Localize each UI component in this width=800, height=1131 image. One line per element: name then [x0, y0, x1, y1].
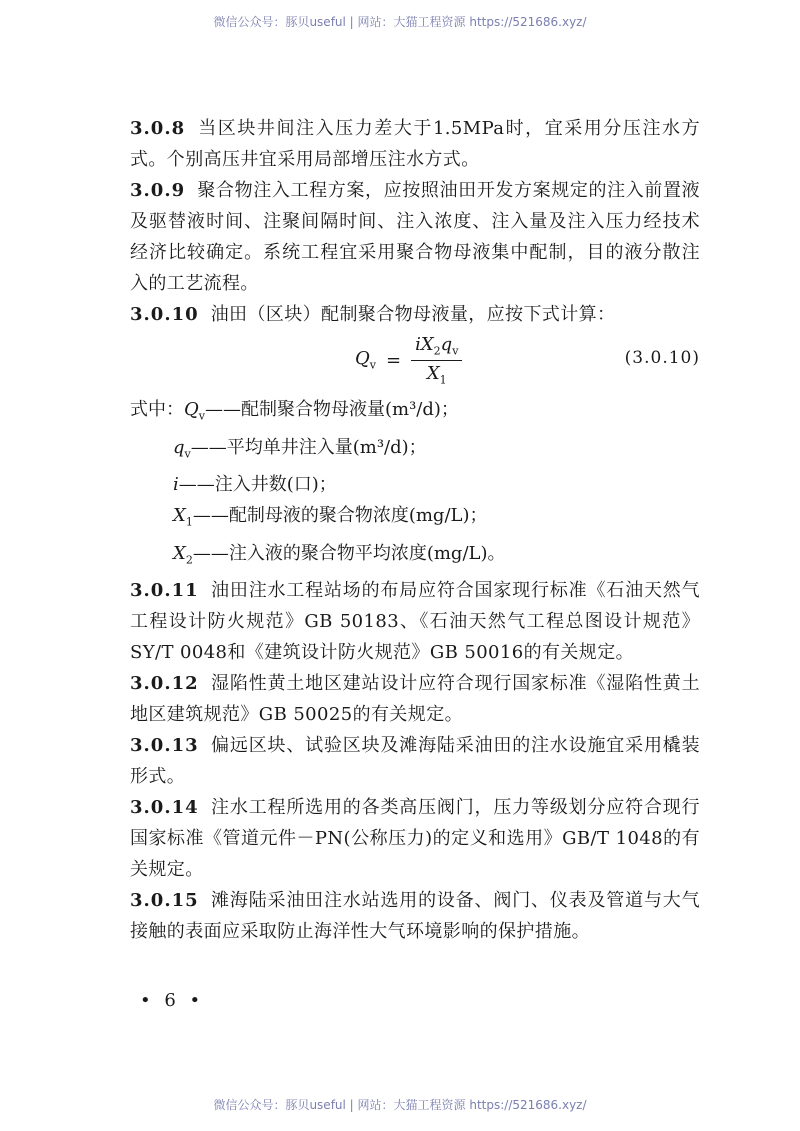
formula-definitions: [130, 394, 700, 575]
clause: [130, 575, 700, 668]
clause-number: 3.0.14: [130, 797, 199, 819]
formula-3-0-10: [130, 334, 700, 392]
clause-number: 3.0.10: [130, 304, 199, 325]
clause: [130, 175, 700, 299]
clause-text: 油田（区块）配制聚合物母液量，应按下式计算：: [210, 304, 616, 325]
definition-row: [173, 500, 700, 538]
equation-number: (3.0.10): [624, 348, 700, 368]
formula-denominator: $X_1$: [426, 362, 447, 387]
definition-row: [173, 469, 700, 500]
clause-number: 3.0.8: [130, 118, 186, 139]
definition-symbol: $X_1$: [173, 505, 193, 529]
clause: [130, 668, 700, 730]
definition-text: ——配制母液的聚合物浓度(mg/L)；: [192, 505, 488, 527]
definition-text: ——平均单井注入量(m³/d)；: [190, 436, 427, 458]
clause: [130, 792, 700, 885]
clause-text: 当区块井间注入压力差大于1.5MPa时，宜采用分压注水方式。个别高压井宜采用局部增压注水方式。: [130, 118, 700, 170]
definition-row: [130, 394, 700, 432]
definition-prefix: 式中：: [130, 399, 184, 420]
definition-symbol: $X_2$: [173, 542, 193, 567]
definition-symbol: $q_v$: [173, 436, 191, 461]
clause-text: 注水工程所选用的各类高压阀门，压力等级划分应符合现行国家标准《管道元件－PN(公称压力)的定义和选用》GB/T 1048的有关规定。: [130, 797, 700, 881]
clause: [130, 299, 700, 330]
definition-symbol: $Q_v$: [184, 399, 205, 423]
clause-number: 3.0.12: [130, 673, 199, 695]
watermark-bottom: 微信公众号：豚贝useful | 网站：大猫工程资源 https://521686.xyz/: [213, 1098, 587, 1112]
definition-symbol: i: [173, 474, 179, 496]
formula-expression: [355, 334, 462, 386]
clause-text: 湿陷性黄土地区建站设计应符合现行国家标准《湿陷性黄土地区建筑规范》GB 50025的有关规定。: [130, 673, 700, 726]
clause-text: 偏远区块、试验区块及滩海陆采油田的注水设施宜采用橇装形式。: [130, 735, 700, 788]
clause-number: 3.0.15: [130, 890, 199, 912]
formula-lhs: $Q_v$: [355, 348, 376, 372]
formula-fraction: [411, 334, 462, 386]
clause-number: 3.0.9: [130, 180, 186, 201]
clause-text: 滩海陆采油田注水站选用的设备、阀门、仪表及管道与大气接触的表面应采取防止海洋性大气环境影响的保护措施。: [130, 890, 700, 943]
watermark-top: 微信公众号：豚贝useful | 网站：大猫工程资源 https://521686.xyz/: [213, 15, 587, 29]
definition-text: ——配制聚合物母液量(m³/d)；: [204, 399, 459, 420]
document-body: [130, 113, 700, 947]
clause-text: 聚合物注入工程方案，应按照油田开发方案规定的注入前置液及驱替液时间、注聚间隔时间、注入浓度、注入量及注入压力经技术经济比较确定。系统工程宜采用聚合物母液集中配制，目的液分散注入的工艺流程。: [130, 180, 700, 294]
clauses-before: [130, 113, 700, 330]
clause: [130, 730, 700, 792]
definition-text: ——注入液的聚合物平均浓度(mg/L)。: [192, 542, 506, 564]
clause: [130, 113, 700, 175]
page-number: • 6 •: [140, 990, 205, 1011]
formula-numerator: $iX_2q_v$: [411, 334, 462, 361]
formula-equals: =: [385, 349, 402, 371]
clauses-after: [130, 575, 700, 947]
clause-number: 3.0.13: [130, 735, 199, 757]
definition-text: ——注入井数(口)；: [178, 474, 337, 496]
definition-row: [173, 432, 700, 470]
clause-number: 3.0.11: [130, 580, 199, 602]
clause-text: 油田注水工程站场的布局应符合国家现行标准《石油天然气工程设计防火规范》GB 50183、《石油天然气工程总图设计规范》SY/T 0048和《建筑设计防火规范》GB 50016的有关规定。: [130, 580, 700, 664]
clause: [130, 885, 700, 947]
definition-row: [173, 538, 700, 576]
